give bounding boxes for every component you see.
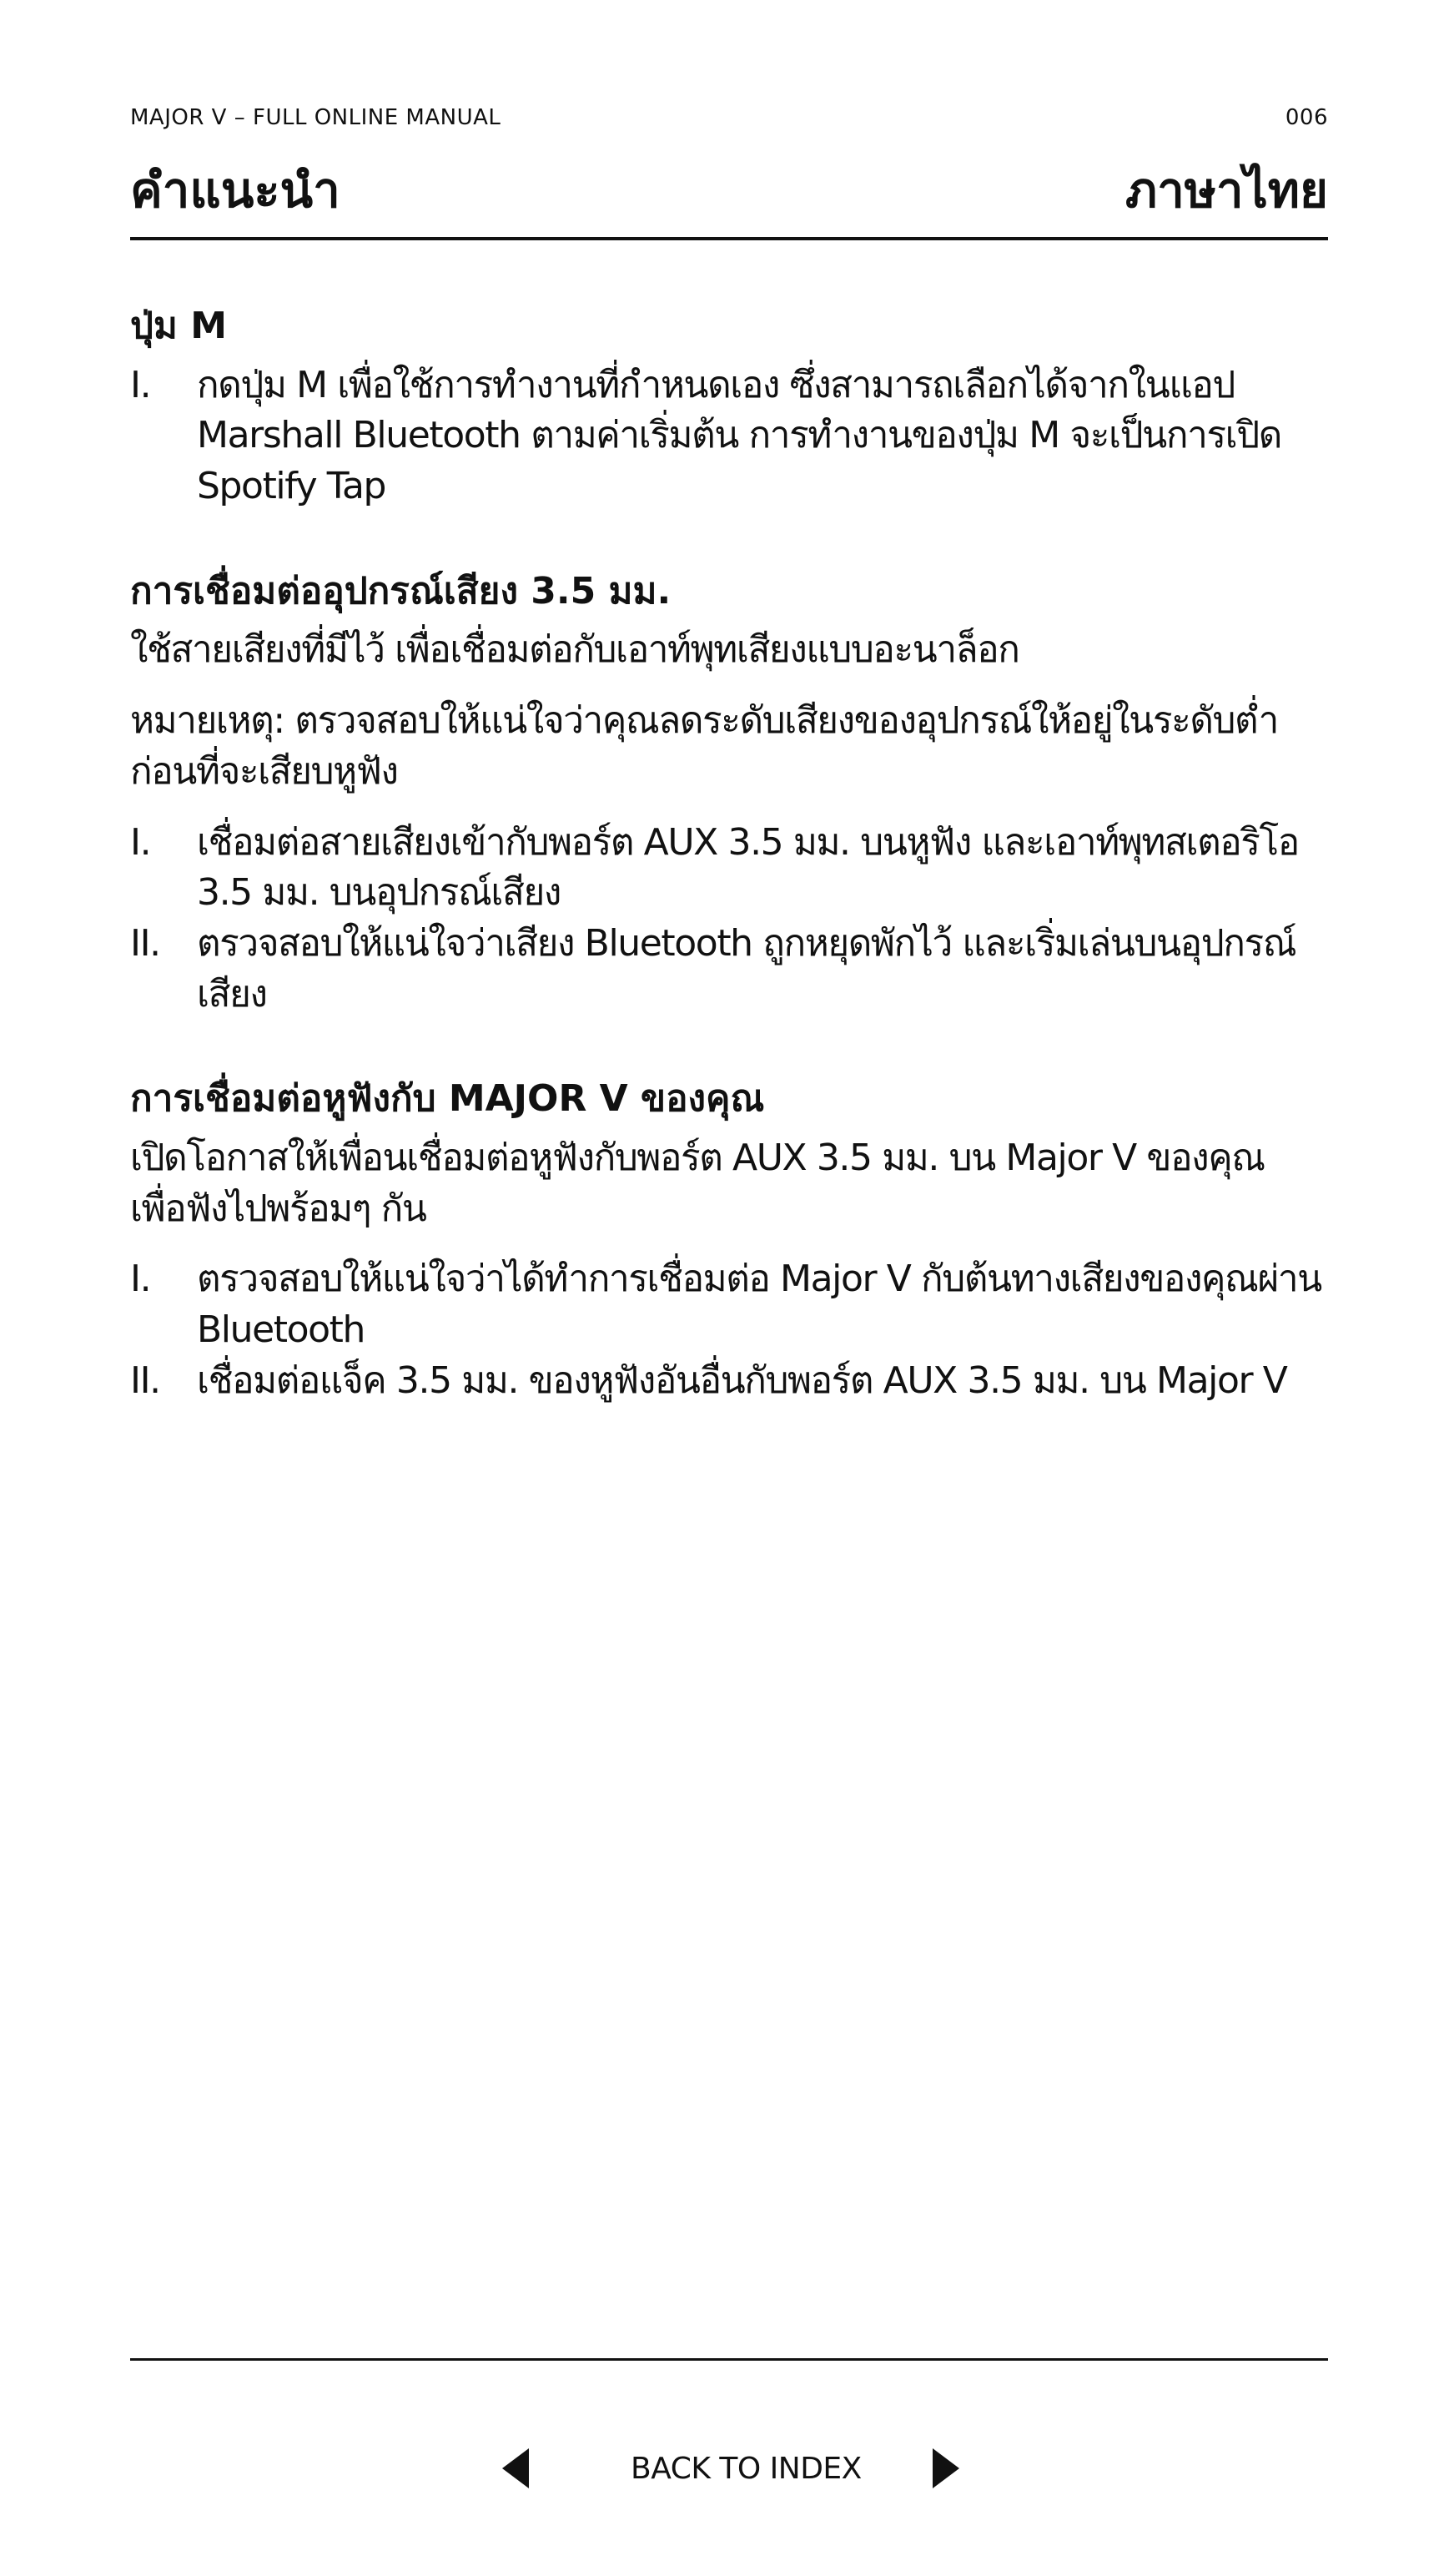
section-title: คำแนะนำ bbox=[130, 162, 340, 219]
list-item bbox=[130, 360, 1328, 512]
running-header bbox=[130, 105, 1328, 135]
section-audio-connect bbox=[130, 566, 1328, 1021]
item-number: I. bbox=[130, 1258, 151, 1301]
list-item bbox=[130, 1356, 1328, 1407]
item-text: เชื่อมต่อแจ็ค 3.5 มม. ของหูฟังอันอื่นกับพอร์ต AUX 3.5 มม. บน Major V bbox=[197, 1359, 1287, 1402]
item-text: ตรวจสอบให้แน่ใจว่าได้ทำการเชื่อมต่อ Major V กับต้นทางเสียงของคุณผ่าน Bluetooth bbox=[197, 1258, 1321, 1352]
content bbox=[130, 300, 1328, 1460]
item-number: I. bbox=[130, 363, 151, 406]
item-number: II. bbox=[130, 921, 160, 965]
section-paragraph: เปิดโอกาสให้เพื่อนเชื่อมต่อหูฟังกับพอร์ต AUX 3.5 มม. บน Major V ของคุณ เพื่อฟังไปพร้อมๆ กัน bbox=[130, 1136, 1265, 1230]
item-text: ตรวจสอบให้แน่ใจว่าเสียง Bluetooth ถูกหยุดพักไว้ และเริ่มเล่นบนอุปกรณ์เสียง bbox=[197, 921, 1296, 1016]
list-item bbox=[130, 1254, 1328, 1355]
footer-divider bbox=[130, 2358, 1328, 2361]
section-heading: การเชื่อมต่ออุปกรณ์เสียง 3.5 มม. bbox=[130, 569, 672, 612]
manual-title: MAJOR V – FULL ONLINE MANUAL bbox=[130, 105, 501, 130]
manual-page bbox=[130, 0, 1328, 2576]
section-m-button bbox=[130, 300, 1328, 512]
section-headphone-sharing bbox=[130, 1073, 1328, 1406]
page-number: 006 bbox=[1285, 105, 1328, 130]
back-to-index-link[interactable]: BACK TO INDEX bbox=[631, 2452, 862, 2486]
section-heading: การเชื่อมต่อหูฟังกับ MAJOR V ของคุณ bbox=[130, 1077, 765, 1121]
title-bar bbox=[130, 157, 1328, 240]
language-label: ภาษาไทย bbox=[1125, 162, 1328, 219]
triangle-right-icon[interactable] bbox=[933, 2448, 959, 2488]
note-paragraph: หมายเหตุ: ตรวจสอบให้แน่ใจว่าคุณลดระดับเสียงของอุปกรณ์ให้อยู่ในระดับต่ำก่อนที่จะเสียบหูฟัง bbox=[130, 699, 1278, 793]
item-number: I. bbox=[130, 820, 151, 864]
page-navigation bbox=[130, 2445, 1328, 2495]
section-heading: ปุ่ม M bbox=[130, 305, 228, 347]
list-item bbox=[130, 818, 1328, 919]
item-text: เชื่อมต่อสายเสียงเข้ากับพอร์ต AUX 3.5 มม. บนหูฟัง และเอาท์พุทสเตอริโอ 3.5 มม. บนอุปกรณ์เสียง bbox=[197, 820, 1299, 915]
list-item bbox=[130, 919, 1328, 1020]
section-paragraph: ใช้สายเสียงที่มีไว้ เพื่อเชื่อมต่อกับเอาท์พุทเสียงแบบอะนาล็อก bbox=[130, 628, 1019, 672]
item-number: II. bbox=[130, 1359, 160, 1402]
triangle-left-icon[interactable] bbox=[502, 2448, 529, 2488]
item-text: กดปุ่ม M เพื่อใช้การทำงานที่กำหนดเอง ซึ่งสามารถเลือกได้จากในแอป Marshall Bluetooth ตามค่าเริ่มต้น การทำงานของปุ่ม M จะเป็นการเปิด Spotify Tap bbox=[197, 363, 1281, 508]
